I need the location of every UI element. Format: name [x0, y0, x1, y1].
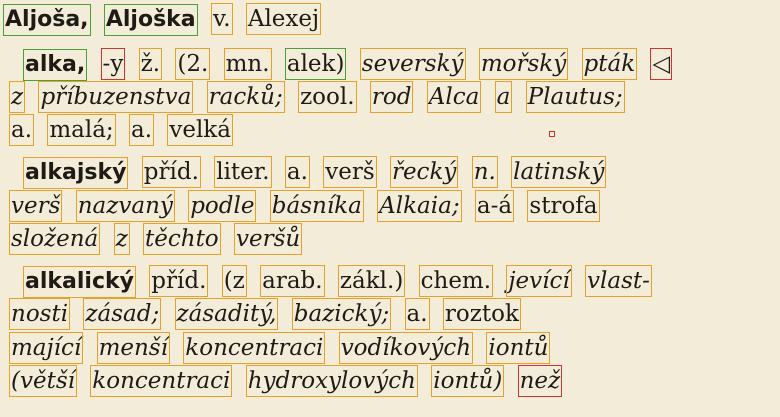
word: hydroxylových: [247, 368, 416, 394]
word: jevící: [508, 268, 570, 294]
word: (větší: [11, 368, 75, 394]
word: alka,: [24, 50, 86, 80]
word: verš: [325, 159, 375, 185]
word: vodíkových: [340, 335, 472, 361]
line: [10, 224, 301, 254]
word: podle: [190, 193, 255, 219]
word: a.: [11, 117, 33, 143]
word: a-á: [476, 193, 513, 219]
word: pták: [583, 51, 636, 77]
line: [24, 49, 671, 79]
word: latinský: [513, 159, 605, 185]
word: mn.: [225, 51, 270, 77]
word: severský: [361, 51, 464, 77]
word: básníka: [271, 193, 362, 219]
word: -y: [102, 51, 124, 77]
word: iontů: [488, 335, 549, 361]
word: liter.: [216, 159, 270, 185]
line: [10, 366, 561, 396]
word: alek): [286, 51, 345, 77]
line: [24, 157, 605, 187]
word: (z: [223, 268, 245, 294]
word: bazický;: [293, 301, 390, 327]
word: n.: [473, 159, 496, 185]
word: příd.: [151, 268, 207, 294]
word: menší: [98, 335, 168, 361]
word: zásad;: [85, 301, 160, 327]
line: [24, 266, 651, 296]
word: chem.: [420, 268, 492, 294]
word: těchto: [145, 226, 219, 252]
word: veršů: [235, 226, 301, 252]
line: [10, 115, 232, 145]
word: rod: [371, 84, 412, 110]
word: v.: [212, 6, 231, 32]
word: verš: [11, 193, 61, 219]
word: mající: [11, 335, 82, 361]
word: mořský: [480, 51, 567, 77]
word: (2.: [177, 51, 209, 77]
line: [10, 333, 549, 363]
line: [10, 299, 520, 329]
word: z: [115, 226, 128, 252]
word: alkalický: [24, 267, 135, 297]
word: zákl.): [339, 268, 404, 294]
line: [10, 82, 624, 112]
word: a.: [406, 301, 428, 327]
word: Aljoša,: [4, 5, 90, 35]
word: malá;: [49, 117, 114, 143]
word: příbuzenstva: [40, 84, 192, 110]
word: racků;: [208, 84, 283, 110]
word: a.: [131, 117, 153, 143]
word: nosti: [11, 301, 69, 327]
word: řecký: [391, 159, 457, 185]
word: vlast-: [587, 268, 650, 294]
word: alkajský: [24, 158, 127, 188]
word: Aljoška: [105, 5, 197, 35]
marker-dot: [549, 131, 555, 137]
line: [4, 4, 320, 34]
word: roztok: [444, 301, 519, 327]
word: než: [519, 368, 561, 394]
word: Alca: [428, 84, 480, 110]
word: arab.: [262, 268, 323, 294]
triangle-icon: ◁: [652, 51, 671, 77]
word: zool.: [300, 84, 355, 110]
word: a.: [286, 159, 308, 185]
word: Plautus;: [527, 84, 623, 110]
word: složená: [11, 226, 99, 252]
word: iontů): [433, 368, 503, 394]
word: nazvaný: [77, 193, 173, 219]
word: velká: [169, 117, 231, 143]
word: strofa: [529, 193, 598, 219]
word: zásaditý,: [176, 301, 277, 327]
word: Alexej: [247, 6, 320, 32]
word: Alkaia;: [379, 193, 460, 219]
line: [10, 191, 599, 221]
word: příd.: [143, 159, 199, 185]
word: koncentraci: [92, 368, 231, 394]
word: koncentraci: [185, 335, 324, 361]
word: ž.: [140, 51, 161, 77]
word: z: [11, 84, 24, 110]
word: a: [496, 84, 511, 110]
